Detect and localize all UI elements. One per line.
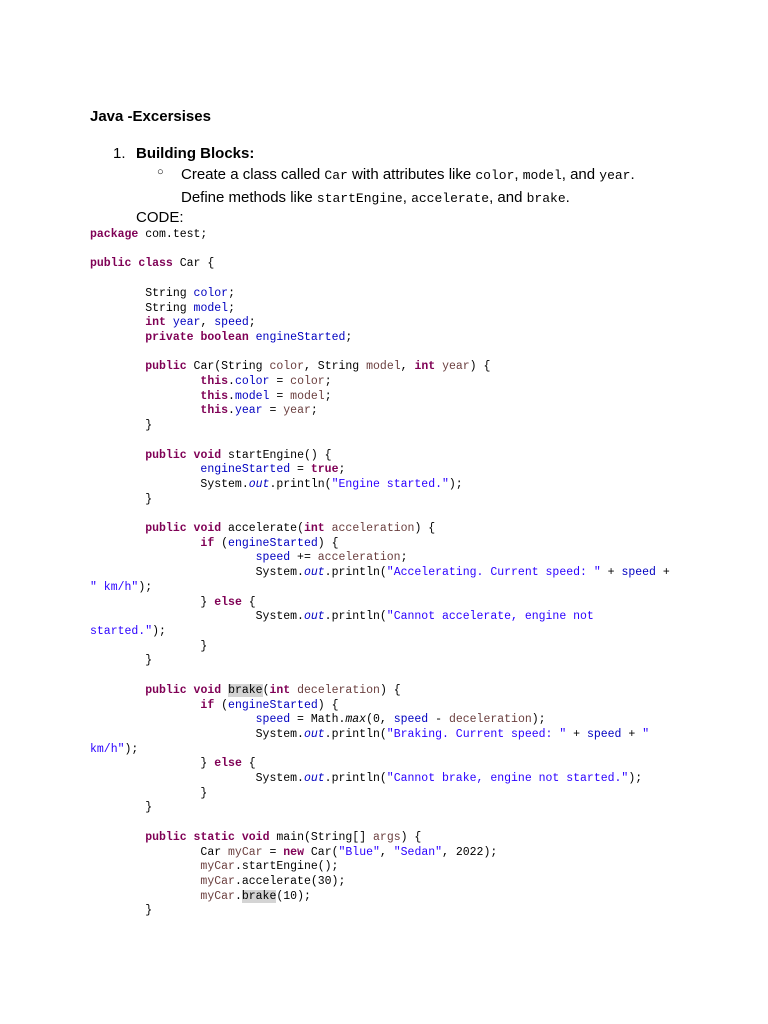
inline-code: Car [324,168,348,183]
inline-code: model [522,168,562,183]
inline-code: color [475,168,515,183]
text: , and [489,189,527,206]
bullet-icon: ○ [157,166,164,178]
text: . [630,166,635,183]
list-heading: Building Blocks: [136,145,255,162]
text: , [402,189,412,206]
text: with attributes like [347,166,476,183]
text: Define methods like [181,189,317,206]
inline-code: year [599,168,631,183]
inline-code: brake [526,191,566,206]
list-number: 1. [113,145,126,162]
inline-code: startEngine [316,191,403,206]
bullet-text [181,164,741,210]
text: Create a class called [181,166,325,183]
document-title: Java -Excersises [90,108,211,125]
text: , and [561,166,600,183]
code-label: CODE: [136,209,184,226]
code-block: package com.test; public class Car { String color; String model; int year, speed; private boolean engineStarted; public Car(String color, String model, int year) { this.color = color; this.model = model; this.year = year; } public void startEngine() { engineStarted = true; System.out.println("Engine started."); } public void accelerate(int acceleration) { if (engineStarted) { speed += acceleration; System.out.println("Accelerating. Current speed: " + speed + " km/h"); } else { System.out.println("Cannot accelerate, engine not started."); } } public void brake(int deceleration) { if (engineStarted) { speed = Math.max(0, speed - deceleration); System.out.println("Braking. Current speed: " + speed + " km/h"); } else { System.out.println("Cannot brake, engine not started."); } } public static void main(String[] args) { Car myCar = new Car("Blue", "Sedan", 2022); myCar.startEngine(); myCar.accelerate(30); myCar.brake(10); } [90,228,670,918]
inline-code: accelerate [411,191,490,206]
text: . [565,189,570,206]
text: , [514,166,523,183]
